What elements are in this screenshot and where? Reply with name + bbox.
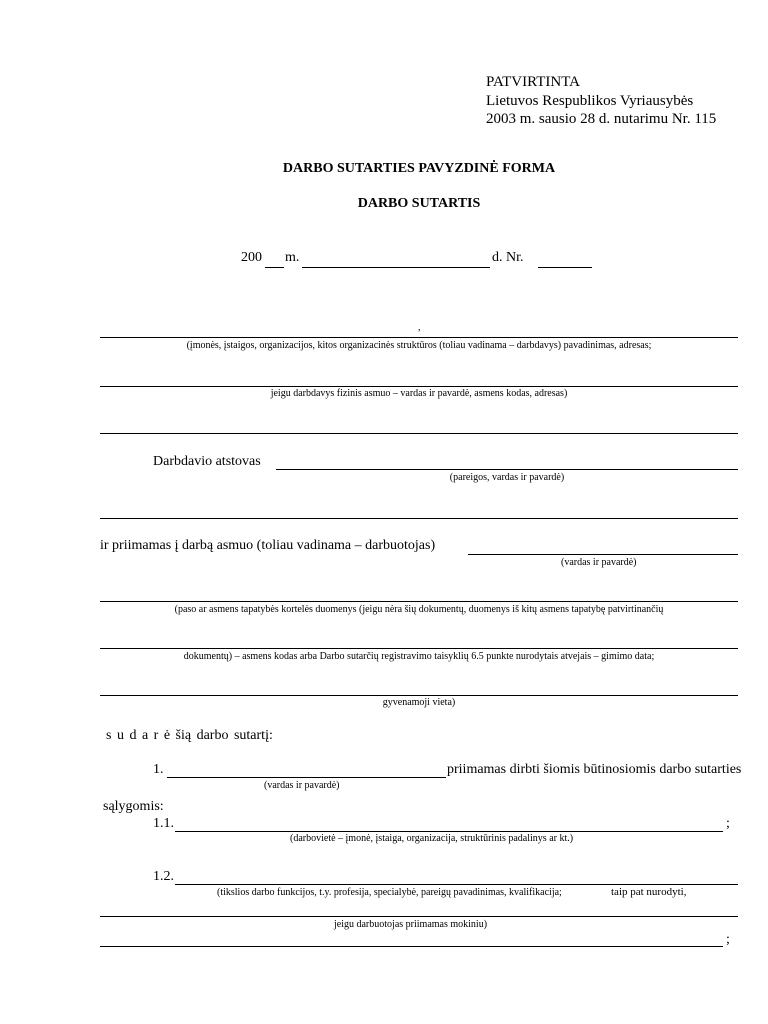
year-blank-line[interactable] — [265, 267, 284, 268]
employee-label: ir priimamas į darbą asmuo (toliau vadinama – darbuotojas) — [100, 538, 436, 553]
date-month-label: m. — [285, 250, 300, 265]
clause-1-1-number: 1.1. — [153, 816, 174, 831]
clause-1-2-caption-c: jeigu darbuotojas priimamas mokiniu) — [334, 919, 488, 930]
employer-caption-2: jeigu darbdavys fizinis asmuo – vardas ir pavardė, asmens kodas, adresas) — [270, 388, 568, 399]
clause-1-2-caption-a: (tikslios darbo funkcijos, t.y. profesija, specialybė, pareigų pavadinimas, kvalifikacija; — [217, 887, 562, 898]
employee-name-line[interactable] — [468, 554, 738, 555]
clause-1-2-caption-b: taip pat nurodyti, — [611, 886, 687, 898]
clause-1-caption: (vardas ir pavardė) — [264, 780, 340, 791]
concluded-statement: s u d a r ė šią darbo sutartį: — [106, 728, 273, 743]
representative-label: Darbdavio atstovas — [153, 454, 261, 469]
clause-1-continuation: sąlygomis: — [103, 799, 164, 814]
approval-line-2: Lietuvos Respublikos Vyriausybės — [486, 93, 694, 109]
clause-1-name-line[interactable] — [167, 777, 446, 778]
employee-residence-line[interactable] — [100, 695, 738, 696]
clause-1-1-line[interactable] — [175, 831, 723, 832]
employee-name-caption: (vardas ir pavardė) — [561, 557, 637, 568]
approval-line-1: PATVIRTINTA — [486, 74, 581, 90]
employer-line-2[interactable] — [100, 386, 738, 387]
contract-title: DARBO SUTARTIS — [357, 196, 481, 211]
clause-1-2-number: 1.2. — [153, 869, 174, 884]
employee-residence-caption: gyvenamoji vieta) — [382, 697, 456, 708]
form-title: DARBO SUTARTIES PAVYZDINĖ FORMA — [282, 161, 556, 176]
clause-1-2-line-3[interactable] — [100, 946, 723, 947]
clause-1-2-line[interactable] — [175, 884, 738, 885]
employee-id-line-2[interactable] — [100, 648, 738, 649]
date-blank-line[interactable] — [302, 267, 490, 268]
clause-1-text: priimamas dirbti šiomis būtinosiomis darbo sutarties — [447, 762, 742, 777]
representative-line[interactable] — [276, 469, 738, 470]
employee-id-line-1[interactable] — [100, 601, 738, 602]
date-number-label: d. Nr. — [492, 250, 524, 265]
clause-1-2-end: ; — [726, 932, 730, 947]
employer-comma: , — [418, 322, 421, 333]
date-year-prefix: 200 — [241, 250, 262, 265]
employer-line-3[interactable] — [100, 433, 738, 434]
employer-line-1[interactable] — [100, 337, 738, 338]
employee-id-caption-2: dokumentų) – asmens kodas arba Darbo sutarčių registravimo taisyklių 6.5 punkte nurodytais atvejais – gimimo data; — [183, 651, 655, 662]
representative-line-2[interactable] — [100, 518, 738, 519]
representative-caption: (pareigos, vardas ir pavardė) — [449, 472, 565, 483]
clause-1-number: 1. — [153, 762, 164, 777]
number-blank-line[interactable] — [538, 267, 592, 268]
clause-1-1-end: ; — [726, 816, 730, 831]
clause-1-1-caption: (darbovietė – įmonė, įstaiga, organizacija, struktūrinis padalinys ar kt.) — [290, 833, 574, 844]
employee-id-caption-1: (paso ar asmens tapatybės kortelės duomenys (jeigu nėra šių dokumentų, duomenys iš kitų asmens tapatybę patvirtinančių — [174, 604, 664, 615]
employer-caption-1: (įmonės, įstaigos, organizacijos, kitos organizacinės struktūros (toliau vadinama – darbdavys) pavadinimas, adresas; — [186, 340, 652, 351]
clause-1-2-line-2[interactable] — [100, 916, 738, 917]
approval-line-3: 2003 m. sausio 28 d. nutarimu Nr. 115 — [486, 111, 717, 127]
